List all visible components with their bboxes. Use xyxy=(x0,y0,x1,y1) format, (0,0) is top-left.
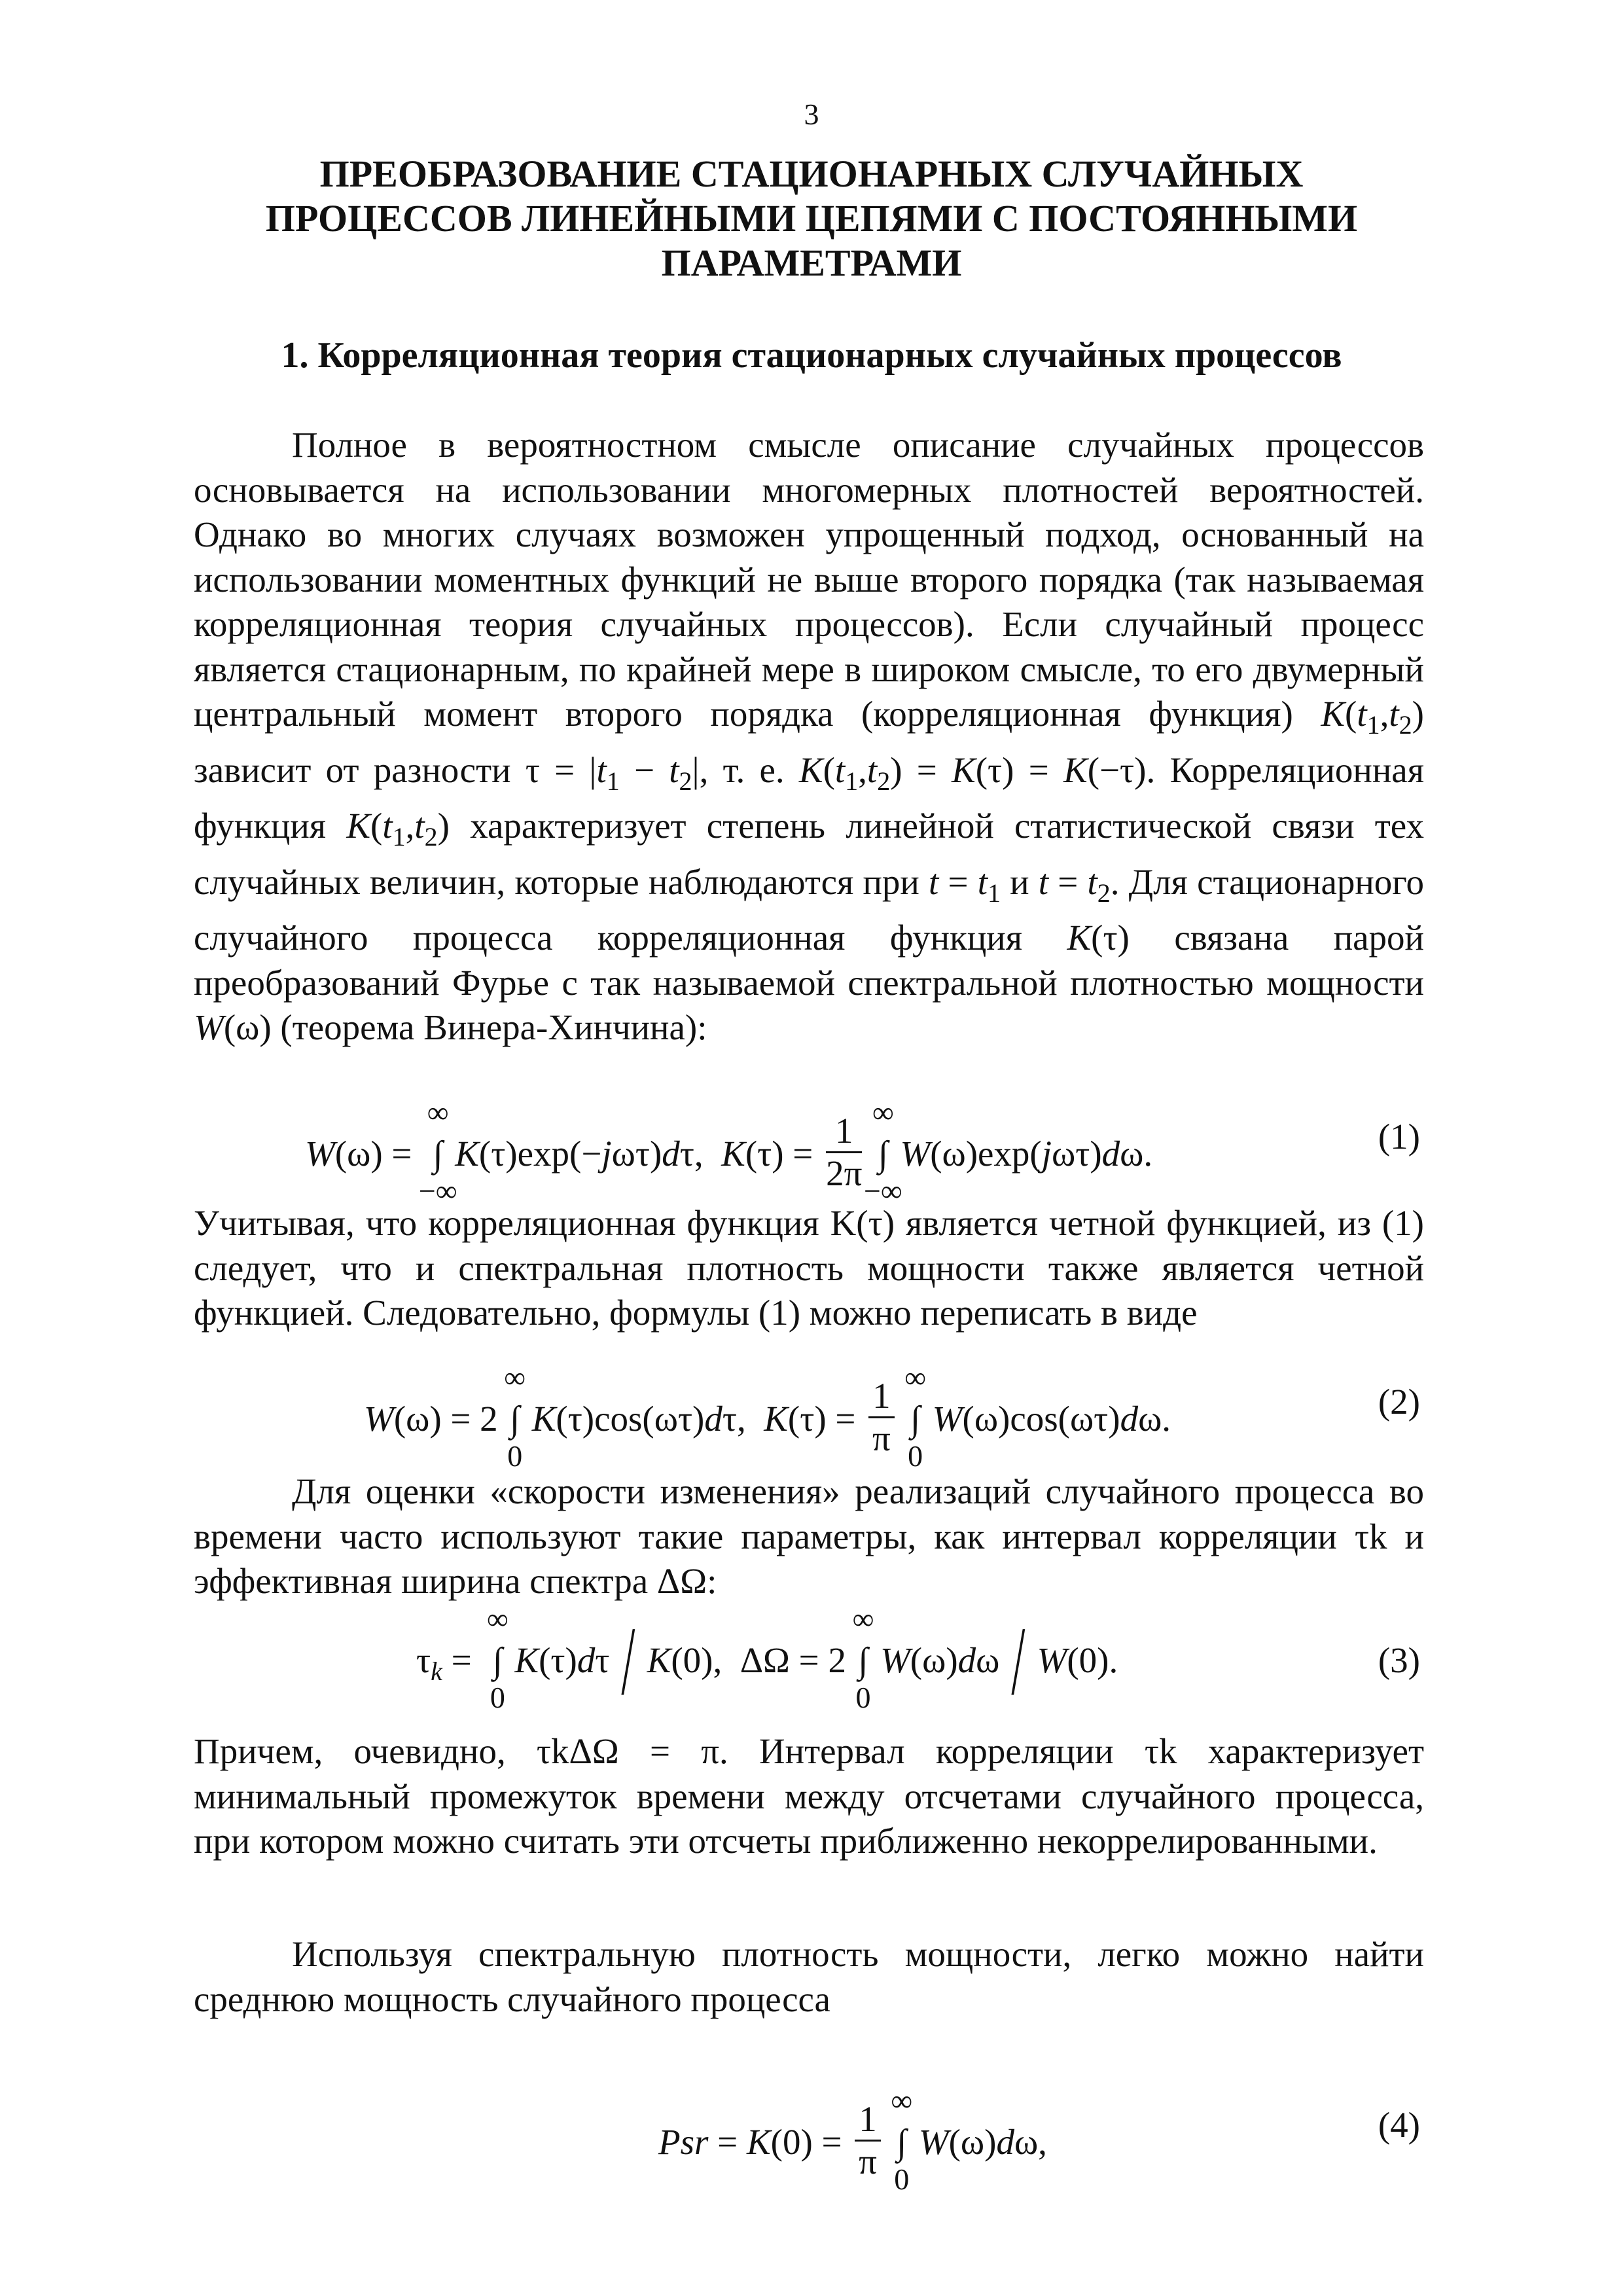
equation-1: W(ω) = ∫ ∞ −∞ K(τ)exp(−jωτ)dτ, K(τ) = $\frac{1}{2\pi}$ ∫ ∞ −∞ W(ω)exp(jωτ)dω. (1) xyxy=(305,1096,1420,1208)
equation-number: (4) xyxy=(1378,2105,1420,2145)
equation-4: Psr = K(0) = $\frac{1}{\pi}$ ∫ ∞ 0 W(ω)dω, (4) xyxy=(658,2084,1420,2197)
equation-3: $\tau_k$ = ∫ ∞ 0 K(τ)dτ / K(0), ΔΩ = 2 ∫ ∞ 0 W(ω)dω / W(0). (3) xyxy=(416,1602,1420,1716)
paragraph-even-function: Учитывая, что корреляционная функция K(τ) является четной функцией, из (1) следует, что и спектральная плотность мощности также является четной функцией. Следовательно, формулы (1) можно переписать в виде xyxy=(194,1203,1424,1333)
paragraph-mean-power: Используя спектральную плотность мощности, легко можно найти среднюю мощность случайного процесса xyxy=(194,1934,1424,2019)
equation-number: (1) xyxy=(1378,1117,1420,1157)
equation-number: (3) xyxy=(1378,1640,1420,1680)
page-title: ПРЕОБРАЗОВАНИЕ СТАЦИОНАРНЫХ СЛУЧАЙНЫХ ПРОЦЕССОВ ЛИНЕЙНЫМИ ЦЕПЯМИ С ПОСТОЯННЫМИ ПАРАМЕТРАМИ xyxy=(265,152,1358,284)
paragraph-interval-meaning: Причем, очевидно, τkΔΩ = π. Интервал корреляции τk характеризует минимальный промежуток времени между отсчетами случайного процесса, при котором можно считать эти отсчеты приближенно некоррелированными. xyxy=(194,1731,1424,1861)
equation-number: (2) xyxy=(1378,1382,1420,1422)
equation-2: W(ω) = 2 ∫ ∞ 0 K(τ)cos(ωτ)dτ, K(τ) = $\frac{1}{\pi}$ ∫ ∞ 0 W(ω)cos(ωτ)dω. (2) xyxy=(364,1361,1420,1473)
paragraph-correlation-interval: Для оценки «скорости изменения» реализаций случайного процесса во времени часто используют такие параметры, как интервал корреляции τk и эффективная ширина спектра ΔΩ: xyxy=(194,1471,1424,1601)
paragraph-intro: Полное в вероятностном смысле описание случайных процессов основывается на использовании многомерных плотностей вероятностей. Однако во многих случаях возможен упрощенный подход, основанный на использовании моментных функций не выше второго порядка (так называемая корреляционная теория случайных процессов). Если случайный процесс является стационарным, по крайней мере в широком смысле, то его двумерный центральный момент второго порядка (корреляционная функция) $K(t_1,t_2)$ зависит от разности $\tau = |t_1 - t_2|$, т. е. $K(t_1,t_2) = K(\tau) = K(-\tau)$. Корреляционная функция $K(t_1,t_2)$ характеризует степень линейной статистической связи тех случайных величин, которые наблюдаются при $t = t_1$ и $t = t_2$. Для стационарного случайного процесса корреляционная функция K(τ) связана парой преобразований Фурье с так называемой спектральной плотностью мощности W(ω) (теорема Винера-Хинчина): xyxy=(194,425,1424,1047)
page-number: 3 xyxy=(804,98,819,131)
section-heading: 1. Корреляционная теория стационарных случайных процессов xyxy=(281,335,1342,376)
